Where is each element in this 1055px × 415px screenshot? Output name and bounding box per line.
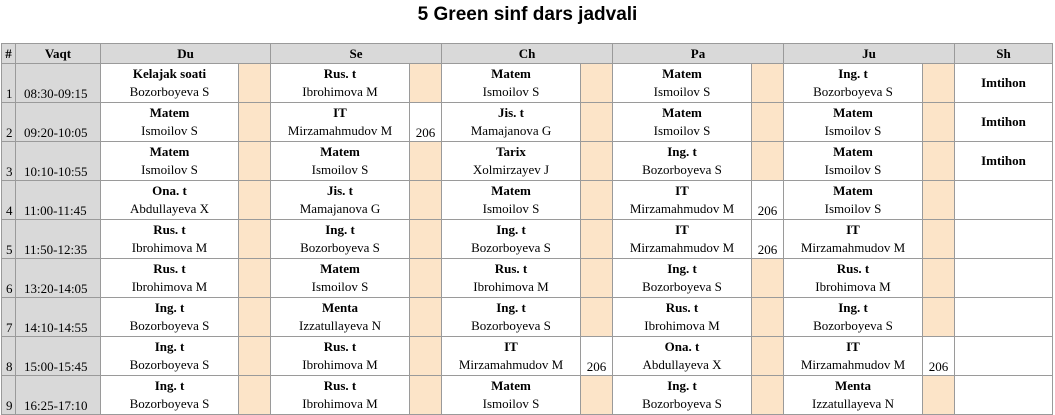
lesson-subject: Ing. t	[496, 300, 526, 315]
lesson-cell-ju	[784, 259, 923, 298]
row-number: 5	[2, 220, 16, 259]
row-number: 2	[2, 103, 16, 142]
room-cell	[239, 64, 271, 103]
row-number: 8	[2, 337, 16, 376]
room-cell: 206	[923, 337, 955, 376]
room-cell	[752, 259, 784, 298]
room-cell	[239, 376, 271, 415]
row-number: 4	[2, 181, 16, 220]
lesson-subject: IT	[333, 105, 347, 120]
lesson-subject: Ing. t	[838, 300, 868, 315]
lesson-teacher: Abdullayeva X	[642, 357, 722, 372]
room-cell	[239, 142, 271, 181]
lesson-teacher: Ibrohimova M	[815, 279, 891, 294]
lesson-cell-ju	[784, 142, 923, 181]
lesson-teacher: Ibrohimova M	[131, 240, 208, 255]
lesson-subject: Ing. t	[154, 300, 185, 315]
lesson-cell-se	[271, 298, 410, 337]
header-time: Vaqt	[16, 44, 101, 64]
lesson-cell-sh	[955, 376, 1053, 415]
lesson-subject: IT	[846, 222, 860, 237]
lesson-teacher: Bozorboyeva S	[642, 162, 722, 177]
room-cell	[923, 298, 955, 337]
lesson-teacher: Bozorboyeva S	[129, 396, 210, 411]
lesson-cell-sh	[955, 220, 1053, 259]
lesson-teacher: Ismoilov S	[824, 201, 882, 216]
lesson-cell-se	[271, 181, 410, 220]
lesson-cell-ch	[442, 142, 581, 181]
lesson-subject: Matem	[833, 144, 873, 159]
lesson-cell-du	[101, 298, 239, 337]
lesson-teacher: Ismoilov S	[653, 84, 711, 99]
lesson-subject: Matem	[149, 144, 190, 159]
lesson-cell-pa	[613, 64, 752, 103]
lesson-teacher: Bozorboyeva S	[471, 240, 551, 255]
lesson-subject: Matem	[662, 66, 702, 81]
room-cell	[752, 64, 784, 103]
room-cell	[581, 298, 613, 337]
table-row	[2, 220, 1053, 259]
lesson-subject: Matem	[662, 105, 702, 120]
lesson-cell-sh	[955, 181, 1053, 220]
lesson-teacher: Ibrohimova M	[302, 396, 378, 411]
room-cell	[410, 298, 442, 337]
lesson-subject: Ing. t	[154, 339, 185, 354]
lesson-cell-ch	[442, 376, 581, 415]
room-cell: 206	[410, 103, 442, 142]
lesson-cell-ju	[784, 220, 923, 259]
lesson-cell-pa	[613, 376, 752, 415]
lesson-subject: Ing. t	[838, 66, 868, 81]
row-number: 7	[2, 298, 16, 337]
row-time: 16:25-17:10	[16, 376, 101, 415]
room-cell	[239, 259, 271, 298]
lesson-teacher: Ismoilov S	[653, 123, 711, 138]
row-time: 08:30-09:15	[16, 64, 101, 103]
header-day-ch: Ch	[442, 44, 613, 64]
lesson-teacher: Ismoilov S	[482, 396, 540, 411]
lesson-teacher: Ibrohimova M	[302, 357, 378, 372]
room-cell	[581, 142, 613, 181]
lesson-subject: Ona. t	[152, 183, 187, 198]
room-cell	[581, 64, 613, 103]
lesson-cell-du	[101, 259, 239, 298]
row-number: 9	[2, 376, 16, 415]
room-cell	[239, 103, 271, 142]
room-cell	[410, 259, 442, 298]
lesson-subject: Ing. t	[154, 378, 185, 393]
room-cell	[410, 376, 442, 415]
table-row	[2, 103, 1053, 142]
header-day-ju: Ju	[784, 44, 955, 64]
lesson-cell-sh: Imtihon	[955, 103, 1053, 142]
lesson-teacher: Ismoilov S	[141, 123, 198, 138]
lesson-teacher: Bozorboyeva S	[129, 318, 210, 333]
lesson-cell-sh	[955, 337, 1053, 376]
room-cell	[752, 337, 784, 376]
table-row	[2, 142, 1053, 181]
lesson-cell-du	[101, 181, 239, 220]
row-time: 11:50-12:35	[16, 220, 101, 259]
lesson-teacher: Mirzamahmudov M	[629, 201, 735, 216]
room-cell	[581, 220, 613, 259]
room-cell	[923, 220, 955, 259]
lesson-subject: Rus. t	[323, 66, 357, 81]
lesson-subject: Matem	[320, 261, 360, 276]
lesson-cell-pa	[613, 103, 752, 142]
lesson-cell-se	[271, 259, 410, 298]
room-cell	[410, 220, 442, 259]
lesson-teacher: Ibrohimova M	[131, 279, 208, 294]
room-cell	[581, 259, 613, 298]
lesson-cell-du	[101, 376, 239, 415]
lesson-cell-ju	[784, 376, 923, 415]
lesson-teacher: Ismoilov S	[141, 162, 198, 177]
header-day-pa: Pa	[613, 44, 784, 64]
room-cell	[923, 103, 955, 142]
lesson-teacher: Mirzamahmudov M	[800, 240, 906, 255]
lesson-cell-se	[271, 142, 410, 181]
room-cell	[239, 220, 271, 259]
row-number: 6	[2, 259, 16, 298]
lesson-cell-sh: Imtihon	[955, 142, 1053, 181]
lesson-subject: IT	[846, 339, 860, 354]
lesson-cell-sh	[955, 259, 1053, 298]
lesson-teacher: Izzatullayeva N	[299, 318, 381, 333]
lesson-cell-ch	[442, 259, 581, 298]
lesson-teacher: Mirzamahmudov M	[458, 357, 564, 372]
lesson-cell-du	[101, 337, 239, 376]
header-num: #	[2, 44, 16, 64]
lesson-teacher: Bozorboyeva S	[642, 279, 722, 294]
row-time: 13:20-14:05	[16, 259, 101, 298]
lesson-cell-pa	[613, 337, 752, 376]
lesson-cell-du	[101, 64, 239, 103]
room-cell: 206	[752, 181, 784, 220]
lesson-cell-du	[101, 142, 239, 181]
lesson-teacher: Xolmirzayev J	[472, 162, 550, 177]
lesson-teacher: Ismoilov S	[824, 162, 882, 177]
table-row	[2, 376, 1053, 415]
lesson-cell-pa	[613, 259, 752, 298]
room-cell	[410, 181, 442, 220]
room-cell	[752, 103, 784, 142]
row-time: 09:20-10:05	[16, 103, 101, 142]
row-number: 3	[2, 142, 16, 181]
lesson-teacher: Ibrohimova M	[644, 318, 720, 333]
row-time: 14:10-14:55	[16, 298, 101, 337]
lesson-cell-ch	[442, 337, 581, 376]
row-time: 11:00-11:45	[16, 181, 101, 220]
lesson-cell-ch	[442, 103, 581, 142]
lesson-teacher: Bozorboyeva S	[813, 84, 893, 99]
lesson-teacher: Mamajanova G	[470, 123, 552, 138]
lesson-subject: IT	[675, 183, 689, 198]
lesson-subject: Matem	[149, 105, 190, 120]
lesson-subject: Tarix	[496, 144, 526, 159]
lesson-teacher: Bozorboyeva S	[129, 357, 210, 372]
lesson-subject: Jis. t	[498, 105, 524, 120]
lesson-subject: Rus. t	[153, 222, 186, 237]
lesson-teacher: Izzatullayeva N	[812, 396, 894, 411]
lesson-subject: Ona. t	[664, 339, 700, 354]
lesson-subject: Matem	[320, 144, 360, 159]
lesson-teacher: Bozorboyeva S	[129, 84, 210, 99]
header-day-du: Du	[101, 44, 271, 64]
table-row	[2, 259, 1053, 298]
lesson-teacher: Mirzamahmudov M	[800, 357, 906, 372]
lesson-cell-ch	[442, 64, 581, 103]
room-cell	[410, 142, 442, 181]
lesson-subject: Matem	[833, 105, 873, 120]
room-cell	[581, 181, 613, 220]
lesson-subject: Menta	[321, 300, 359, 315]
lesson-subject: Rus. t	[836, 261, 870, 276]
lesson-teacher: Mirzamahmudov M	[287, 123, 393, 138]
lesson-cell-sh	[955, 298, 1053, 337]
lesson-teacher: Ibrohimova M	[302, 84, 378, 99]
lesson-subject: Rus. t	[153, 261, 186, 276]
lesson-teacher: Ismoilov S	[824, 123, 882, 138]
lesson-subject: Jis. t	[327, 183, 353, 198]
room-cell	[923, 259, 955, 298]
lesson-cell-du	[101, 103, 239, 142]
lesson-cell-pa	[613, 181, 752, 220]
lesson-cell-pa	[613, 298, 752, 337]
room-cell	[923, 64, 955, 103]
lesson-cell-se	[271, 376, 410, 415]
room-cell	[923, 142, 955, 181]
header-row	[2, 44, 1053, 64]
lesson-teacher: Ibrohimova M	[473, 279, 549, 294]
lesson-teacher: Bozorboyeva S	[642, 396, 722, 411]
lesson-cell-ch	[442, 220, 581, 259]
lesson-subject: Rus. t	[323, 339, 357, 354]
room-cell	[923, 376, 955, 415]
header-day-sh: Sh	[955, 44, 1053, 64]
lesson-cell-ch	[442, 181, 581, 220]
lesson-subject: Ing. t	[667, 144, 697, 159]
schedule-table	[1, 43, 1053, 415]
room-cell	[923, 181, 955, 220]
lesson-subject: Ing. t	[667, 378, 697, 393]
lesson-subject: Matem	[491, 378, 531, 393]
lesson-cell-ju	[784, 298, 923, 337]
lesson-cell-du	[101, 220, 239, 259]
room-cell	[581, 376, 613, 415]
lesson-subject: IT	[675, 222, 689, 237]
room-cell	[581, 103, 613, 142]
lesson-teacher: Abdullayeva X	[129, 201, 210, 216]
lesson-cell-ju	[784, 64, 923, 103]
lesson-subject: Menta	[834, 378, 872, 393]
lesson-teacher: Ismoilov S	[482, 201, 540, 216]
lesson-cell-se	[271, 103, 410, 142]
room-cell	[410, 64, 442, 103]
lesson-cell-ju	[784, 181, 923, 220]
room-cell	[239, 181, 271, 220]
lesson-teacher: Mamajanova G	[299, 201, 381, 216]
table-row	[2, 64, 1053, 103]
header-day-se: Se	[271, 44, 442, 64]
row-time: 10:10-10:55	[16, 142, 101, 181]
lesson-subject: Rus. t	[665, 300, 699, 315]
lesson-subject: Matem	[833, 183, 873, 198]
table-row	[2, 337, 1053, 376]
lesson-teacher: Mirzamahmudov M	[629, 240, 735, 255]
room-cell	[752, 298, 784, 337]
lesson-cell-se	[271, 64, 410, 103]
lesson-cell-se	[271, 337, 410, 376]
lesson-subject: Matem	[491, 66, 531, 81]
room-cell: 206	[752, 220, 784, 259]
lesson-teacher: Ismoilov S	[311, 279, 369, 294]
room-cell	[410, 337, 442, 376]
room-cell	[752, 376, 784, 415]
room-cell	[752, 142, 784, 181]
lesson-cell-ju	[784, 103, 923, 142]
lesson-teacher: Ismoilov S	[482, 84, 540, 99]
row-number: 1	[2, 64, 16, 103]
lesson-cell-se	[271, 220, 410, 259]
lesson-subject: Kelajak soati	[132, 66, 207, 81]
table-row	[2, 181, 1053, 220]
lesson-cell-pa	[613, 220, 752, 259]
lesson-subject: Matem	[491, 183, 531, 198]
lesson-subject: Rus. t	[323, 378, 357, 393]
lesson-cell-pa	[613, 142, 752, 181]
lesson-subject: Rus. t	[494, 261, 528, 276]
lesson-cell-sh: Imtihon	[955, 64, 1053, 103]
lesson-teacher: Ismoilov S	[311, 162, 369, 177]
lesson-teacher: Bozorboyeva S	[813, 318, 893, 333]
room-cell	[239, 298, 271, 337]
lesson-teacher: Bozorboyeva S	[471, 318, 551, 333]
lesson-teacher: Bozorboyeva S	[300, 240, 380, 255]
lesson-subject: Ing. t	[667, 261, 697, 276]
lesson-cell-ju	[784, 337, 923, 376]
lesson-cell-ch	[442, 298, 581, 337]
lesson-subject: Ing. t	[496, 222, 526, 237]
table-row	[2, 298, 1053, 337]
page-title: 5 Green sinf dars jadvali	[417, 4, 638, 25]
row-time: 15:00-15:45	[16, 337, 101, 376]
lesson-subject: Ing. t	[325, 222, 355, 237]
room-cell: 206	[581, 337, 613, 376]
lesson-subject: IT	[504, 339, 518, 354]
room-cell	[239, 337, 271, 376]
